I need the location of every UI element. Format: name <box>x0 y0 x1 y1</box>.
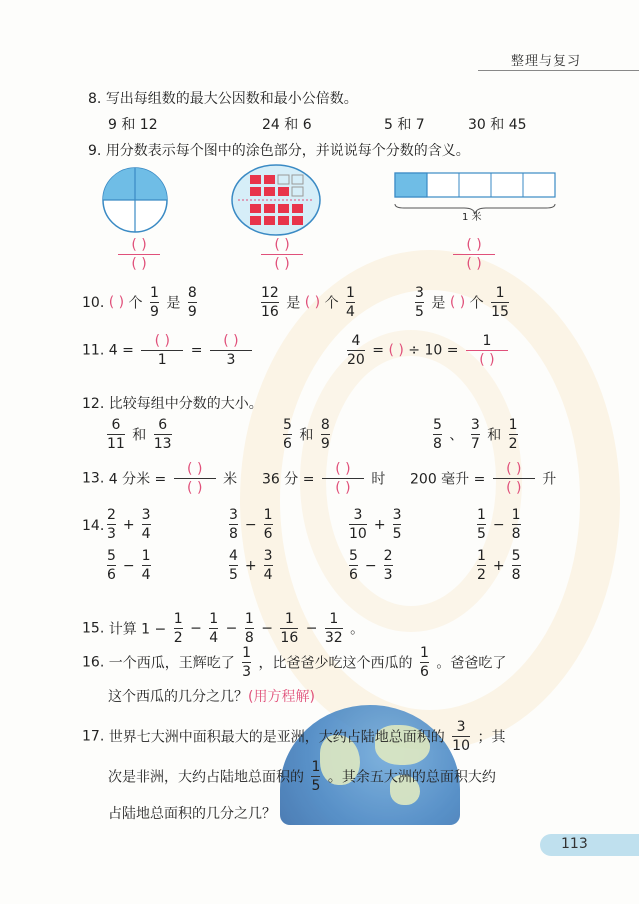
q11-right: $\frac{4}{20}$ = ( ) ÷ 10 = 1 ( ) <box>344 334 511 367</box>
q12-group-1: $\frac{6}{11}$ 和 $\frac{6}{13}$ <box>107 417 172 452</box>
q10-row: 10. ( ) 个 $\frac{1}{9}$ 是 $\frac{8}{9}$ <box>82 285 197 320</box>
q14-expression: $\frac{2}{3}$ + $\frac{3}{4}$ <box>107 507 151 542</box>
q10-item-2: $\frac{12}{16}$ 是 ( ) 个 $\frac{1}{4}$ <box>261 285 355 320</box>
q13-blank-b[interactable]: ( ) ( ) <box>322 462 364 495</box>
q13-c: 200 毫升 = ( ) ( ) 升 <box>410 461 557 496</box>
q9-prompt <box>88 140 470 160</box>
q12-prompt: 12. 比较每组中分数的大小。 <box>82 396 263 412</box>
q13-a: 13. 4 分米 = ( ) ( ) 米 <box>82 461 238 496</box>
q16-line2: 这个西瓜的几分之几？(用方程解) <box>108 689 315 705</box>
q8-pair-2: 24 和 6 <box>262 117 312 133</box>
q14-expression: $\frac{3}{10}$ + $\frac{3}{5}$ <box>349 507 402 542</box>
q15-row: 15. 计算 1 − $\frac{1}{2}$ − $\frac{1}{4}$ − $\frac{1}{8}$ − $\frac{1}{16}$ − $\frac{1}{32}$ 。 <box>82 611 365 646</box>
meter-label: 1 米 <box>462 212 482 223</box>
q9-answer-2[interactable]: ( ) ( ) <box>258 238 306 271</box>
q17-line1: 17. 世界七大洲中面积最大的是亚洲，大约占陆地总面积的 $\frac{3}{10}$ ；其 <box>82 719 506 754</box>
q9-text: 用分数表示每个图中的涂色部分，并说说每个分数的含义。 <box>105 143 470 159</box>
q14-expression: $\frac{4}{5}$ + $\frac{3}{4}$ <box>229 548 273 583</box>
q14-expression: $\frac{5}{6}$ − $\frac{2}{3}$ <box>349 548 393 583</box>
page-number-badge <box>540 834 639 856</box>
q17-line3: 占陆地总面积的几分之几？ <box>108 806 276 822</box>
section-title: 整理与复习 <box>510 54 581 69</box>
q8-pair-4: 30 和 45 <box>468 117 527 133</box>
q10-blank-2[interactable]: ( ) <box>304 294 321 311</box>
q12-group-3: $\frac{5}{8}$ 、 $\frac{3}{7}$ 和 $\frac{1}{2}$ <box>433 417 518 452</box>
q16-hint: (用方程解) <box>248 689 315 705</box>
q10-item-3: $\frac{3}{5}$ 是 ( ) 个 $\frac{1}{15}$ <box>415 285 509 320</box>
q12-group-2: $\frac{5}{6}$ 和 $\frac{8}{9}$ <box>283 417 330 452</box>
quarter-circle-figure <box>100 165 170 235</box>
q8-text: 写出每组数的最大公因数和最小公倍数。 <box>105 91 358 107</box>
q17-line2: 次是非洲，大约占陆地总面积的 $\frac{1}{5}$ 。其余五大洲的总面积大约 <box>108 759 496 794</box>
q14-number: 14. <box>82 518 105 534</box>
q14-expression: $\frac{5}{6}$ − $\frac{1}{4}$ <box>107 548 151 583</box>
q16-line1: 16. 一个西瓜，王辉吃了 $\frac{1}{3}$ ，比爸爸少吃这个西瓜的 $\frac{1}{6}$ 。爸爸吃了 <box>82 645 507 680</box>
q8-pair-3: 5 和 7 <box>384 117 425 133</box>
q11-blank[interactable]: ( ) <box>388 342 404 359</box>
q10-number: 10. <box>82 294 105 311</box>
header-rule <box>478 70 639 71</box>
q9-answer-3[interactable]: ( ) ( ) <box>450 238 498 271</box>
q8-number: 8. <box>88 91 102 107</box>
q14-expression: $\frac{1}{5}$ − $\frac{1}{8}$ <box>477 507 521 542</box>
page-number: 113 <box>561 836 588 852</box>
flags-oval-figure <box>230 163 322 237</box>
q9-answer-1[interactable]: ( ) ( ) <box>115 238 163 271</box>
q13-blank-a[interactable]: ( ) ( ) <box>174 462 216 495</box>
q10-blank-3[interactable]: ( ) <box>449 294 466 311</box>
q14-expression: $\frac{1}{2}$ + $\frac{5}{8}$ <box>477 548 521 583</box>
q8-prompt <box>88 88 358 108</box>
q13-b: 36 分 = ( ) ( ) 时 <box>262 461 386 496</box>
q9-number: 9. <box>88 143 102 159</box>
q10-blank-1[interactable]: ( ) <box>108 294 125 311</box>
q11-left: 11. 4 = ( ) 1 = ( ) 3 <box>82 334 255 367</box>
q8-pair-1: 9 和 12 <box>108 117 158 133</box>
q14-expression: $\frac{3}{8}$ − $\frac{1}{6}$ <box>229 507 273 542</box>
q13-blank-c[interactable]: ( ) ( ) <box>493 462 535 495</box>
